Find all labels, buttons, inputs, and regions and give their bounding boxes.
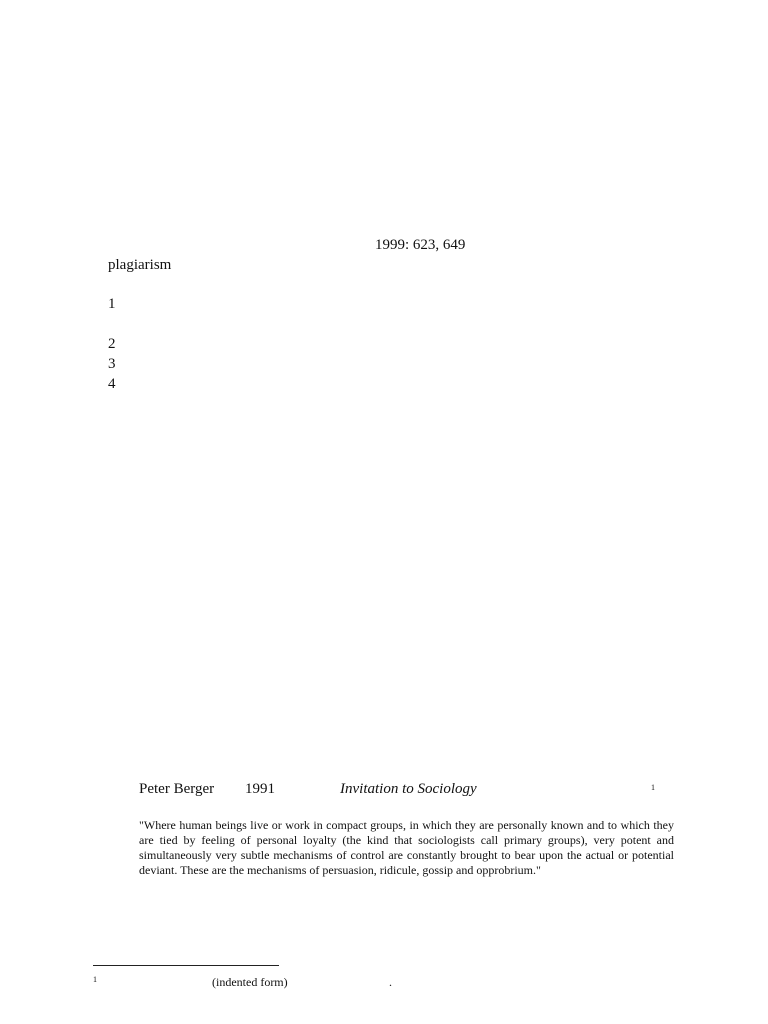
list-item: 2 — [108, 336, 116, 352]
reference-author: Peter Berger — [139, 781, 215, 797]
footnote-trailing-period: . — [389, 975, 392, 989]
reference-title: Invitation to Sociology — [340, 781, 477, 797]
keyword-plagiarism: plagiarism — [108, 257, 172, 273]
citation-header: 1999: 623, 649 — [375, 237, 466, 253]
list-item: 1 — [108, 296, 116, 312]
block-quote: "Where human beings live or work in compact groups, in which they are personally known and to which they are tied by feeling of personal loyalty (the kind that sociologists call primary groups), very potent and simultaneously very subtle mechanisms of control are constantly brought to bear upon the actual or potential deviant. These are the mechanisms of persuasion, ridicule, gossip and opprobrium." — [139, 818, 674, 877]
footnote-marker-superscript: 1 — [651, 783, 655, 792]
footnote-number: 1 — [93, 975, 97, 984]
footnote-text: (indented form) — [212, 975, 288, 989]
reference-year: 1991 — [245, 781, 275, 797]
list-item: 4 — [108, 376, 116, 392]
list-item: 3 — [108, 356, 116, 372]
footnote-divider — [93, 965, 279, 966]
